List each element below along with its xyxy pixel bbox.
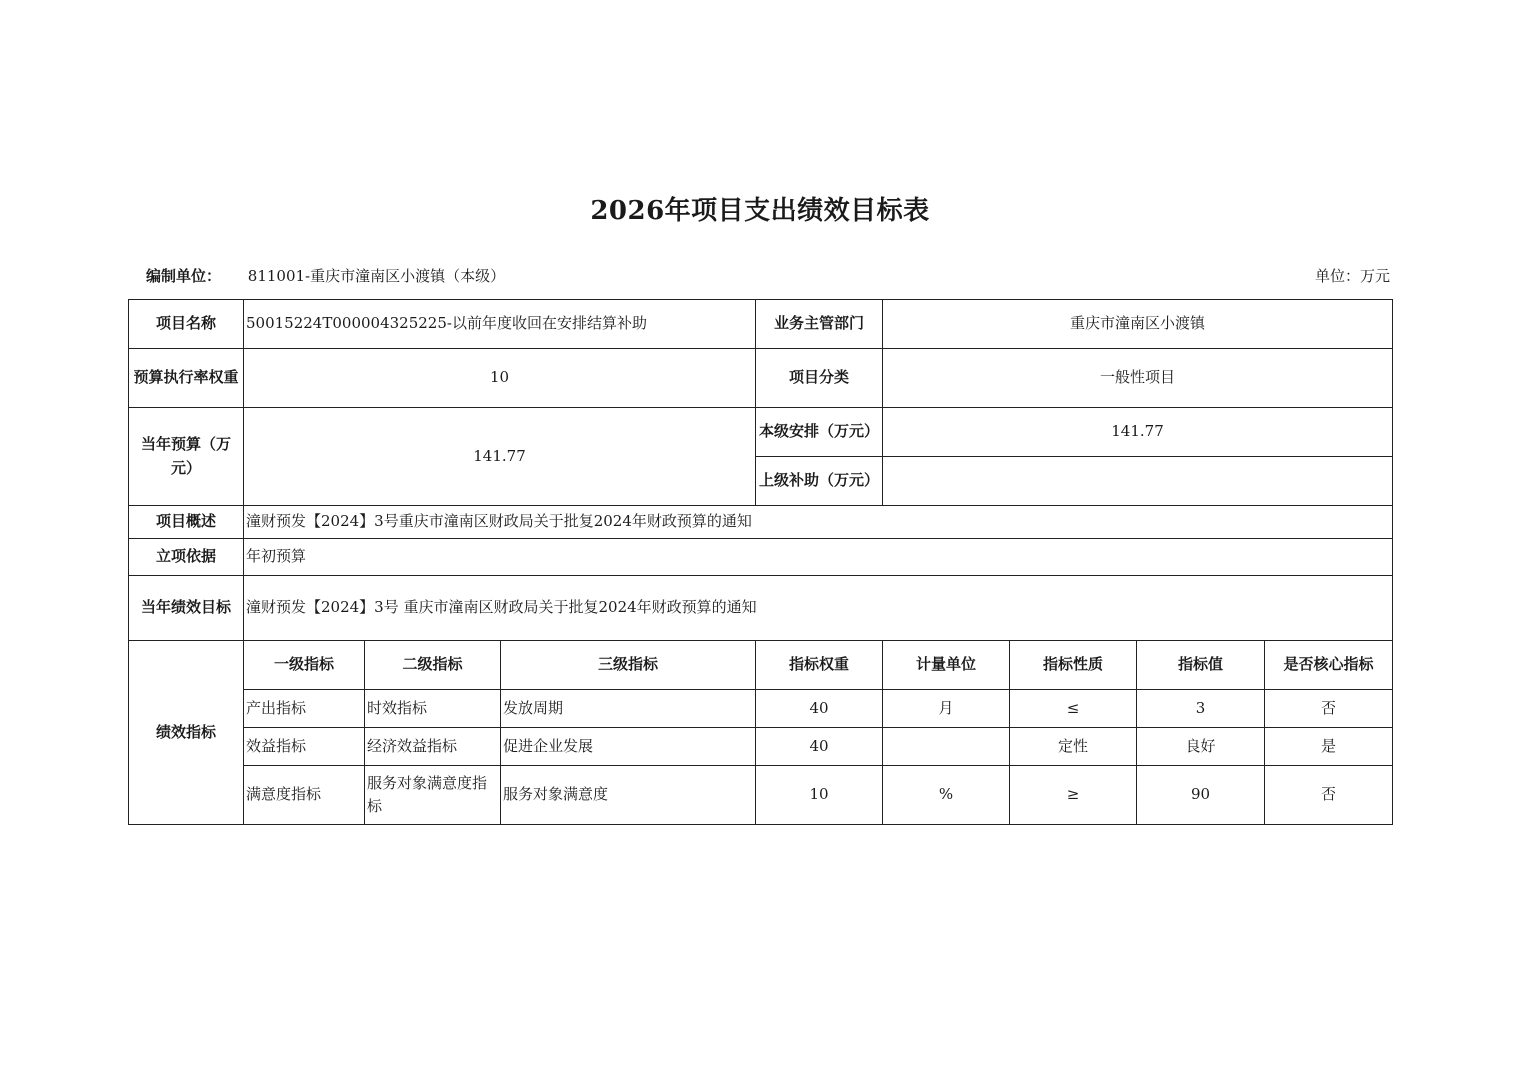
category-label: 项目分类 (756, 349, 883, 408)
compiling-unit-value: 811001-重庆市潼南区小渡镇（本级） (247, 267, 506, 285)
table-row (129, 690, 1393, 728)
goal-value: 潼财预发【2024】3号 重庆市潼南区财政局关于批复2024年财政预算的通知 (244, 576, 1393, 641)
indicator-level3: 促进企业发展 (501, 728, 756, 766)
indicator-level3: 服务对象满意度 (501, 766, 756, 825)
compiling-unit (146, 265, 505, 286)
indicator-level2: 经济效益指标 (365, 728, 501, 766)
indicator-value: 90 (1137, 766, 1265, 825)
table-row (129, 766, 1393, 825)
indicator-value: 3 (1137, 690, 1265, 728)
indicators-section-label: 绩效指标 (129, 641, 244, 825)
upper-subsidy-label: 上级补助（万元） (756, 457, 883, 506)
weight-row (129, 349, 1393, 408)
dept-label: 业务主管部门 (756, 300, 883, 349)
overview-row (129, 506, 1393, 539)
budget-label: 当年预算（万元） (129, 408, 244, 506)
upper-subsidy-value (883, 457, 1393, 506)
compiling-unit-label: 编制单位： (146, 267, 222, 285)
header-level3: 三级指标 (501, 641, 756, 690)
indicator-nature: 定性 (1010, 728, 1137, 766)
header-value: 指标值 (1137, 641, 1265, 690)
overview-label: 项目概述 (129, 506, 244, 539)
local-budget-value: 141.77 (883, 408, 1393, 457)
page-title: 2026年项目支出绩效目标表 (590, 196, 930, 226)
project-name-row (129, 300, 1393, 349)
currency-unit: 单位：万元 (1314, 267, 1390, 285)
indicator-level3: 发放周期 (501, 690, 756, 728)
basis-label: 立项依据 (129, 539, 244, 576)
local-budget-label: 本级安排（万元） (756, 408, 883, 457)
performance-table (128, 299, 1393, 825)
indicator-nature: ≤ (1010, 690, 1137, 728)
indicator-unit: % (883, 766, 1010, 825)
indicator-level1: 效益指标 (244, 728, 365, 766)
header-level2: 二级指标 (365, 641, 501, 690)
header-nature: 指标性质 (1010, 641, 1137, 690)
indicator-weight: 10 (756, 766, 883, 825)
indicator-core: 是 (1265, 728, 1393, 766)
budget-row (129, 408, 1393, 457)
indicator-weight: 40 (756, 728, 883, 766)
indicator-level1: 满意度指标 (244, 766, 365, 825)
indicator-level2: 时效指标 (365, 690, 501, 728)
category-value: 一般性项目 (883, 349, 1393, 408)
indicator-core: 否 (1265, 690, 1393, 728)
budget-value: 141.77 (244, 408, 756, 506)
indicator-level1: 产出指标 (244, 690, 365, 728)
indicator-value: 良好 (1137, 728, 1265, 766)
indicator-unit (883, 728, 1010, 766)
indicator-level2: 服务对象满意度指标 (365, 766, 501, 825)
weight-label: 预算执行率权重 (129, 349, 244, 408)
goal-label: 当年绩效目标 (129, 576, 244, 641)
indicator-header-row (129, 641, 1393, 690)
overview-value: 潼财预发【2024】3号重庆市潼南区财政局关于批复2024年财政预算的通知 (244, 506, 1393, 539)
goal-row (129, 576, 1393, 641)
indicator-core: 否 (1265, 766, 1393, 825)
project-name-value: 50015224T000004325225-以前年度收回在安排结算补助 (244, 300, 756, 349)
basis-value: 年初预算 (244, 539, 1393, 576)
indicator-unit: 月 (883, 690, 1010, 728)
header-core: 是否核心指标 (1265, 641, 1393, 690)
dept-value: 重庆市潼南区小渡镇 (883, 300, 1393, 349)
header-weight: 指标权重 (756, 641, 883, 690)
weight-value: 10 (244, 349, 756, 408)
table-row (129, 728, 1393, 766)
header-unit: 计量单位 (883, 641, 1010, 690)
header-level1: 一级指标 (244, 641, 365, 690)
indicator-weight: 40 (756, 690, 883, 728)
project-name-label: 项目名称 (129, 300, 244, 349)
basis-row (129, 539, 1393, 576)
indicator-nature: ≥ (1010, 766, 1137, 825)
